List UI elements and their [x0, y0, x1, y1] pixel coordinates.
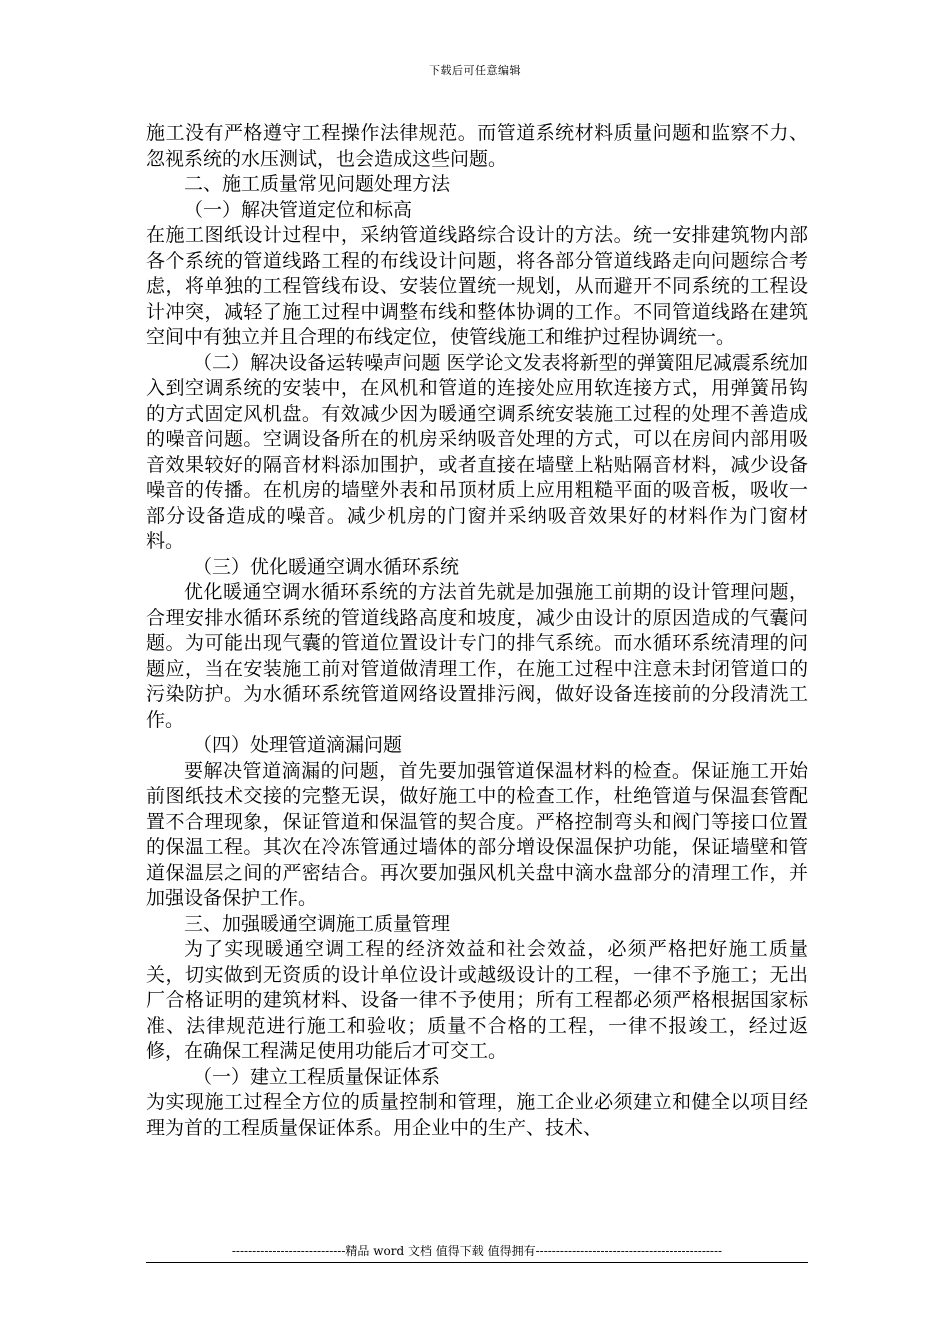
paragraph: 要解决管道滴漏的问题，首先要加强管道保温材料的检查。保证施工开始前图纸技术交接的完整无误，做好施工中的检查工作，杜绝管道与保温套管配置不合理现象，保证管道和保温管的契合度。严格控制弯头和阀门等接口位置的保温工程。其次在冷冻管通过墙体的部分增设保温保护功能，保证墙壁和管道保温层之间的严密结合。再次要加强风机关盘中滴水盘部分的清理工作，并加强设备保护工作。	[146, 759, 808, 909]
subsection-heading: （四）处理管道滴漏问题	[193, 734, 403, 756]
paragraph: 优化暖通空调水循环系统的方法首先就是加强施工前期的设计管理问题，合理安排水循环系统的管道线路高度和坡度，减少由设计的原因造成的气囊问题。为可能出现气囊的管道位置设计专门的排气系统。而水循环系统清理的问题应，当在安装施工前对管道做清理工作，在施工过程中注意未封闭管道口的污染防护。为水循环系统管道网络设置排污阀，做好设备连接前的分段清洗工作。	[146, 581, 808, 731]
subsection-heading: （一）解决管道定位和标高	[184, 198, 413, 221]
paragraph: 施工没有严格遵守工程操作法律规范。而管道系统材料质量问题和监察不力、忽视系统的水压测试，也会造成这些问题。	[146, 122, 808, 170]
subsection-heading: （一）建立工程质量保证体系	[193, 1065, 441, 1088]
section-heading: 二、施工质量常见问题处理方法	[184, 173, 451, 195]
paragraph: 为实现施工过程全方位的质量控制和管理，施工企业必须建立和健全以项目经理为首的工程质量保证体系。用企业中的生产、技术、	[146, 1091, 808, 1139]
document-body	[146, 121, 808, 1141]
paragraph: 在施工图纸设计过程中，采纳管道线路综合设计的方法。统一安排建筑物内部各个系统的管道线路工程的布线设计问题，将各部分管道线路走向问题综合考虑，将单独的工程管线布设、安装位置统一规划，从而避开不同系统的工程设计冲突，减轻了施工过程中调整布线和整体协调的工作。不同管道线路在建筑空间中有独立并且合理的布线定位，使管线施工和维护过程协调统一。	[146, 224, 808, 348]
paragraph: 为了实现暖通空调工程的经济效益和社会效益，必须严格把好施工质量关，切实做到无资质的设计单位设计或越级设计的工程，一律不予施工；无出厂合格证明的建筑材料、设备一律不予使用；所有工程都必须严格根据国家标准、法律规范进行施工和验收；质量不合格的工程，一律不报竣工，经过返修，在确保工程满足使用功能后才可交工。	[146, 938, 808, 1062]
page-header: 下载后可任意编辑	[429, 64, 521, 77]
section-heading: 三、加强暖通空调施工质量管理	[184, 912, 451, 935]
footer-divider	[146, 1262, 808, 1263]
subsection-heading: （三）优化暖通空调水循环系统	[193, 555, 460, 578]
page-footer: ----------------------------精品 word 文档 值得下载 值得拥有----------------------------------------------	[231, 1244, 723, 1258]
paragraph: （二）解决设备运转噪声问题 医学论文发表将新型的弹簧阻尼减震系统加入到空调系统的安装中，在风机和管道的连接处应用软连接方式，用弹簧吊钩的方式固定风机盘。有效减少因为暖通空调系统安装施工过程的处理不善造成的噪音问题。空调设备所在的机房采纳吸音处理的方式，可以在房间内部用吸音效果较好的隔音材料添加围护，或者直接在墙壁上粘贴隔音材料，减少设备噪音的传播。在机房的墙壁外表和吊顶材质上应用粗糙平面的吸音板，吸收一部分设备造成的噪音。减少机房的门窗并采纳吸音效果好的材料作为门窗材料。	[146, 351, 808, 552]
